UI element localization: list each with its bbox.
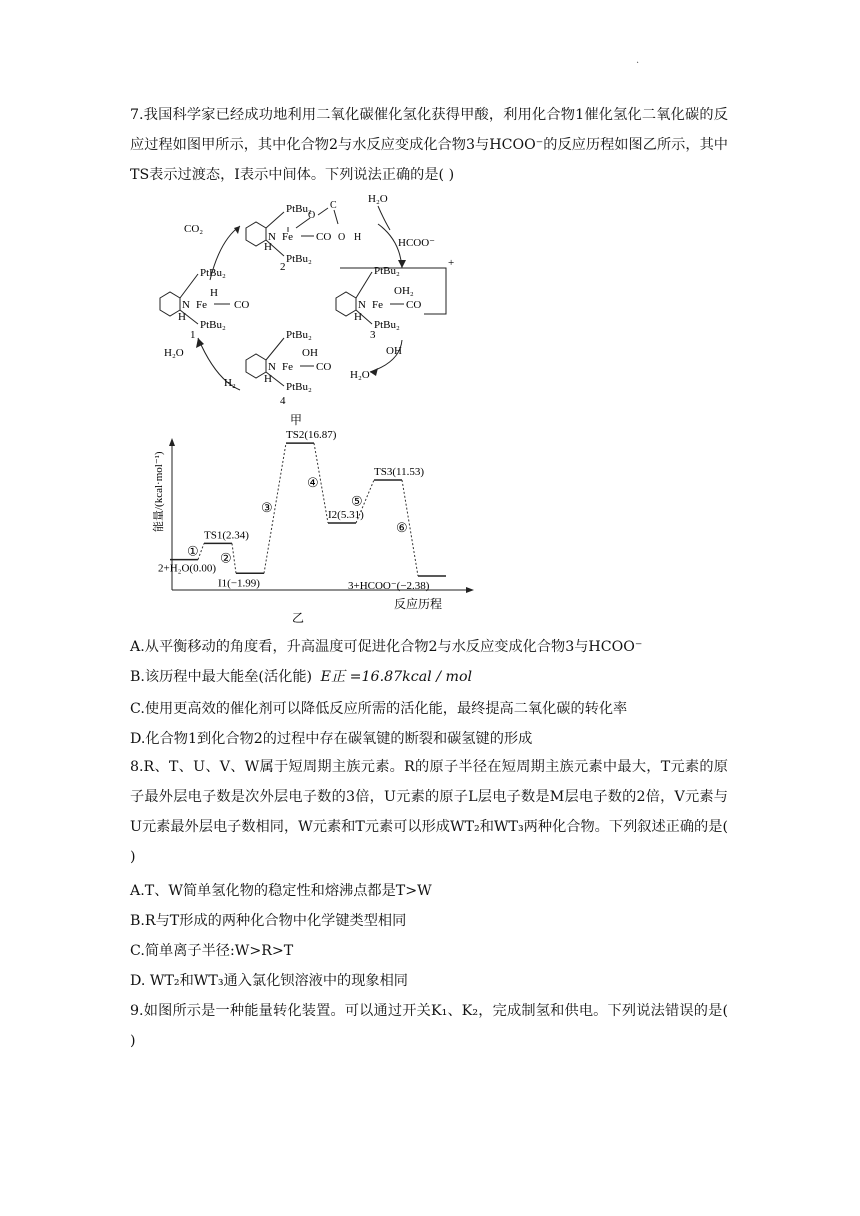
- step-label-4: ⑤: [351, 493, 363, 509]
- energy-level-label-1: TS1(2.34): [204, 529, 249, 542]
- compound-4: [246, 329, 331, 407]
- figure-yi-chart: [150, 429, 480, 626]
- step-label-1: ②: [220, 550, 232, 566]
- energy-connector-0: [198, 543, 204, 559]
- compound-3: [336, 257, 454, 341]
- header-mark: ·: [636, 58, 640, 69]
- h2-label: H₂: [224, 377, 236, 389]
- step-label-2: ③: [261, 500, 273, 516]
- n-label: N: [268, 361, 276, 373]
- q7-stem: 7.我国科学家已经成功地利用二氧化碳催化氢化获得甲酸，利用化合物1催化氢化二氧化碳的反应过程如图甲所示，其中化合物2与水反应变成化合物3与HCOO⁻的反应历程如图乙所示，其中TS表示过渡态，I表示中间体。下列说法正确的是( ): [130, 107, 728, 183]
- co-label: CO: [234, 299, 250, 311]
- pt-label: PtBu₂: [200, 267, 226, 279]
- h-label: H: [210, 287, 218, 299]
- energy-level-label-2: I1(−1.99): [218, 577, 260, 590]
- h-label: H: [178, 311, 186, 323]
- n-label: N: [182, 299, 190, 311]
- oh2-label: OH₂: [394, 285, 414, 297]
- h-label: H: [264, 241, 272, 253]
- step-label-5: ⑥: [396, 520, 408, 536]
- svg-text:C: C: [330, 200, 337, 211]
- fe-label: Fe: [282, 231, 293, 243]
- co-label: CO: [316, 361, 332, 373]
- co2-label: CO₂: [184, 223, 204, 235]
- step-label-3: ④: [307, 475, 319, 491]
- compound-number-4: 4: [280, 395, 286, 407]
- n-label: N: [268, 231, 276, 243]
- hcoo-label: HCOO⁻: [398, 237, 435, 249]
- x-axis-label: 反应历程: [394, 597, 443, 611]
- pt-label: PtBu₂: [286, 329, 312, 341]
- q7-option-b-text: B.该历程中最大能垒(活化能): [130, 669, 313, 685]
- h2o-left-label: H₂O: [164, 347, 184, 359]
- q7-option-c: C.使用更高效的催化剂可以降低反应所需的活化能，最终提高二氧化碳的转化率: [130, 701, 628, 717]
- oh-label: OH: [386, 345, 402, 357]
- co-label: CO: [316, 231, 332, 243]
- pt-label: PtBu₂: [286, 381, 312, 393]
- y-axis-label: 能量/(kcal·mol⁻¹): [153, 451, 165, 532]
- energy-level-label-0: 2+H₂O(0.00): [158, 562, 217, 575]
- q8-option-a: A.T、W简单氢化物的稳定性和熔沸点都是T>W: [130, 883, 432, 899]
- q8-option-c: C.简单离子半径:W>R>T: [130, 943, 294, 959]
- pt-label: PtBu₂: [374, 319, 400, 331]
- formate-h-label: H: [354, 232, 362, 243]
- energy-level-label-6: 3+HCOO⁻(−2.38): [348, 580, 430, 592]
- oh-ligand-label: OH: [302, 347, 318, 359]
- figure-yi-caption: 乙: [292, 611, 305, 625]
- h-label: H: [264, 373, 272, 385]
- pt-label: PtBu₂: [286, 253, 312, 265]
- compound-2: [246, 200, 361, 273]
- step-label-0: ①: [187, 543, 199, 559]
- svg-text:O: O: [308, 210, 316, 221]
- compound-number-3: 3: [370, 329, 376, 341]
- fe-label: Fe: [196, 299, 207, 311]
- q7-option-a: A.从平衡移动的角度看，升高温度可促进化合物2与水反应变成化合物3与HCOO⁻: [130, 639, 643, 655]
- energy-level-label-5: TS3(11.53): [374, 466, 425, 479]
- energy-level-label-3: TS2(16.87): [286, 429, 337, 442]
- pt-label: PtBu₂: [200, 319, 226, 331]
- svg-text:O: O: [338, 232, 346, 243]
- q7-option-b-formula: E正 =16.87kcal / mol: [320, 669, 473, 685]
- n-label: N: [358, 299, 366, 311]
- pt-label: PtBu₂: [286, 203, 312, 215]
- q8-stem: 8.R、T、U、V、W属于短周期主族元素。R的原子半径在短周期主族元素中最大，T元素的原子最外层电子数是次外层电子数的3倍，U元素的原子L层电子数是M层电子数的2倍，V元素与U元素最外层电子数相同，W元素和T元素可以形成WT₂和WT₃两种化合物。下列叙述正确的是( ): [130, 759, 728, 865]
- compound-1: [160, 267, 249, 341]
- q8-option-b: B.R与T形成的两种化合物中化学键类型相同: [130, 913, 407, 929]
- pt-label: PtBu₂: [374, 265, 400, 277]
- q8-option-d: D. WT₂和WT₃通入氯化钡溶液中的现象相同: [130, 973, 408, 989]
- q7-option-b: [130, 666, 472, 688]
- compound-number-1: 1: [190, 329, 196, 341]
- figure-jia: [150, 190, 470, 430]
- h2o-bottom-label: H₂O: [350, 369, 370, 381]
- fe-label: Fe: [372, 299, 383, 311]
- h-label: H: [354, 311, 362, 323]
- charge-plus: +: [448, 257, 455, 269]
- co-label: CO: [406, 299, 422, 311]
- figure-jia-caption: 甲: [290, 413, 303, 427]
- energy-connector-1: [232, 543, 236, 573]
- compound-number-2: 2: [280, 261, 286, 273]
- energy-level-label-4: I2(5.31): [328, 508, 364, 521]
- q9-stem: 9.如图所示是一种能量转化装置。可以通过开关K₁、K₂，完成制氢和供电。下列说法错误的是( ): [130, 1003, 728, 1049]
- q7-option-d: D.化合物1到化合物2的过程中存在碳氧键的断裂和碳氢键的形成: [130, 731, 533, 747]
- h2o-top-label: H₂O: [368, 193, 388, 205]
- fe-label: Fe: [282, 361, 293, 373]
